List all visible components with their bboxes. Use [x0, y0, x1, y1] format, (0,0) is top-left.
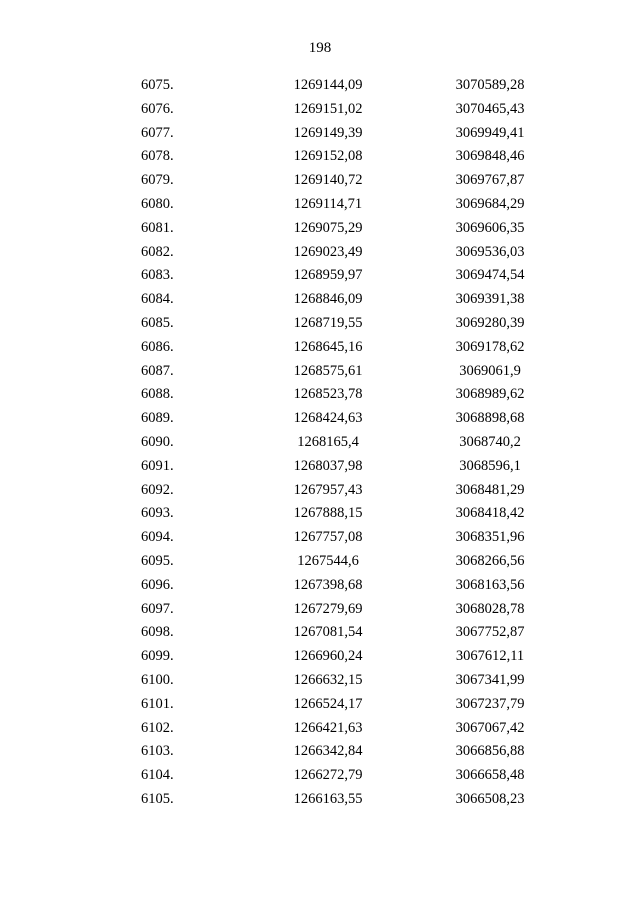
y-coordinate: 3068596,1 [459, 457, 521, 474]
point-number: 6075. [141, 77, 174, 93]
y-coordinate: 3069178,62 [455, 338, 525, 355]
y-coordinate: 3069536,03 [455, 243, 525, 260]
table-row [0, 431, 640, 455]
point-number: 6090. [141, 433, 174, 450]
y-coordinate: 3067067,42 [455, 719, 525, 736]
table-row [0, 574, 640, 598]
y-coordinate: 3069767,87 [455, 172, 525, 189]
point-number: 6091. [141, 457, 174, 474]
y-coordinate: 3067752,87 [455, 624, 525, 641]
table-row [0, 98, 640, 122]
table-row [0, 169, 640, 193]
y-coordinate: 3068266,56 [455, 552, 525, 569]
y-coordinate: 3068163,56 [455, 576, 525, 593]
point-number: 6089. [141, 410, 174, 427]
point-number: 6102. [141, 719, 174, 736]
table-row [0, 526, 640, 550]
y-coordinate: 3067341,99 [455, 671, 525, 688]
y-coordinate: 3069606,35 [455, 219, 525, 236]
x-coordinate: 1268037,98 [293, 457, 363, 474]
y-coordinate: 3069061,9 [459, 362, 521, 379]
point-number: 6076. [141, 100, 174, 117]
table-row [0, 740, 640, 764]
table-row [0, 407, 640, 431]
x-coordinate: 1267279,69 [293, 600, 363, 617]
x-coordinate: 1268846,09 [293, 291, 363, 308]
point-number: 6088. [141, 386, 174, 403]
y-coordinate: 3068989,62 [455, 386, 525, 403]
point-number: 6079. [141, 172, 174, 189]
table-row [0, 122, 640, 146]
x-coordinate: 1267081,54 [293, 624, 363, 641]
table-row [0, 193, 640, 217]
point-number: 6098. [141, 624, 174, 641]
point-number: 6077. [141, 124, 174, 141]
x-coordinate: 1266342,84 [293, 743, 363, 760]
point-number: 6093. [141, 505, 174, 522]
x-coordinate: 1266163,55 [293, 790, 363, 807]
y-coordinate: 3068481,29 [455, 481, 525, 498]
point-number: 6103. [141, 743, 174, 760]
table-row [0, 288, 640, 312]
x-coordinate: 1266524,17 [293, 695, 363, 712]
x-coordinate: 1268165,4 [297, 433, 359, 450]
table-row [0, 241, 640, 265]
table-row [0, 217, 640, 241]
table-row [0, 479, 640, 503]
table-row [0, 455, 640, 479]
x-coordinate: 1266421,63 [293, 719, 363, 736]
point-number: 6087. [141, 362, 174, 379]
y-coordinate: 3068351,96 [455, 529, 525, 546]
x-coordinate: 1269151,02 [293, 100, 363, 117]
point-number: 6094. [141, 529, 174, 546]
point-number: 6104. [141, 767, 174, 784]
point-number: 6084. [141, 291, 174, 308]
x-coordinate: 1266632,15 [293, 671, 363, 688]
point-number: 6086. [141, 338, 174, 355]
y-coordinate: 3068418,42 [455, 505, 525, 522]
table-row [0, 598, 640, 622]
x-coordinate: 1269140,72 [293, 172, 363, 189]
table-row [0, 764, 640, 788]
y-coordinate: 3068898,68 [455, 410, 525, 427]
x-coordinate: 1269144,09 [293, 77, 363, 93]
y-coordinate: 3066508,23 [455, 790, 525, 807]
point-number: 6080. [141, 195, 174, 212]
table-row [0, 788, 640, 812]
table-row [0, 502, 640, 526]
x-coordinate: 1269023,49 [293, 243, 363, 260]
x-coordinate: 1266960,24 [293, 648, 363, 665]
y-coordinate: 3070589,28 [455, 77, 525, 93]
x-coordinate: 1267544,6 [297, 552, 359, 569]
y-coordinate: 3069391,38 [455, 291, 525, 308]
point-number: 6085. [141, 314, 174, 331]
table-row [0, 717, 640, 741]
y-coordinate: 3068028,78 [455, 600, 525, 617]
point-number: 6083. [141, 267, 174, 284]
page-number: 198 [308, 40, 332, 56]
x-coordinate: 1268575,61 [293, 362, 363, 379]
y-coordinate: 3067237,79 [455, 695, 525, 712]
y-coordinate: 3069474,54 [455, 267, 525, 284]
y-coordinate: 3066658,48 [455, 767, 525, 784]
x-coordinate: 1268424,63 [293, 410, 363, 427]
y-coordinate: 3069684,29 [455, 195, 525, 212]
x-coordinate: 1266272,79 [293, 767, 363, 784]
point-number: 6078. [141, 148, 174, 165]
point-number: 6105. [141, 790, 174, 807]
y-coordinate: 3069848,46 [455, 148, 525, 165]
table-row [0, 312, 640, 336]
point-number: 6097. [141, 600, 174, 617]
y-coordinate: 3070465,43 [455, 100, 525, 117]
point-number: 6099. [141, 648, 174, 665]
x-coordinate: 1267757,08 [293, 529, 363, 546]
table-row [0, 383, 640, 407]
table-row [0, 360, 640, 384]
x-coordinate: 1267398,68 [293, 576, 363, 593]
table-row [0, 669, 640, 693]
point-number: 6101. [141, 695, 174, 712]
x-coordinate: 1268959,97 [293, 267, 363, 284]
point-number: 6082. [141, 243, 174, 260]
x-coordinate: 1268645,16 [293, 338, 363, 355]
coordinates-table [0, 74, 640, 812]
table-row [0, 336, 640, 360]
table-row [0, 74, 640, 98]
y-coordinate: 3069280,39 [455, 314, 525, 331]
point-number: 6095. [141, 552, 174, 569]
point-number: 6092. [141, 481, 174, 498]
y-coordinate: 3066856,88 [455, 743, 525, 760]
x-coordinate: 1269149,39 [293, 124, 363, 141]
table-row [0, 693, 640, 717]
x-coordinate: 1267888,15 [293, 505, 363, 522]
point-number: 6081. [141, 219, 174, 236]
table-row [0, 264, 640, 288]
x-coordinate: 1269152,08 [293, 148, 363, 165]
table-row [0, 645, 640, 669]
y-coordinate: 3069949,41 [455, 124, 525, 141]
x-coordinate: 1269114,71 [293, 195, 363, 212]
table-row [0, 550, 640, 574]
point-number: 6100. [141, 671, 174, 688]
table-row [0, 621, 640, 645]
x-coordinate: 1267957,43 [293, 481, 363, 498]
y-coordinate: 3068740,2 [459, 433, 521, 450]
y-coordinate: 3067612,11 [455, 648, 525, 665]
table-row [0, 145, 640, 169]
x-coordinate: 1268523,78 [293, 386, 363, 403]
x-coordinate: 1268719,55 [293, 314, 363, 331]
point-number: 6096. [141, 576, 174, 593]
x-coordinate: 1269075,29 [293, 219, 363, 236]
